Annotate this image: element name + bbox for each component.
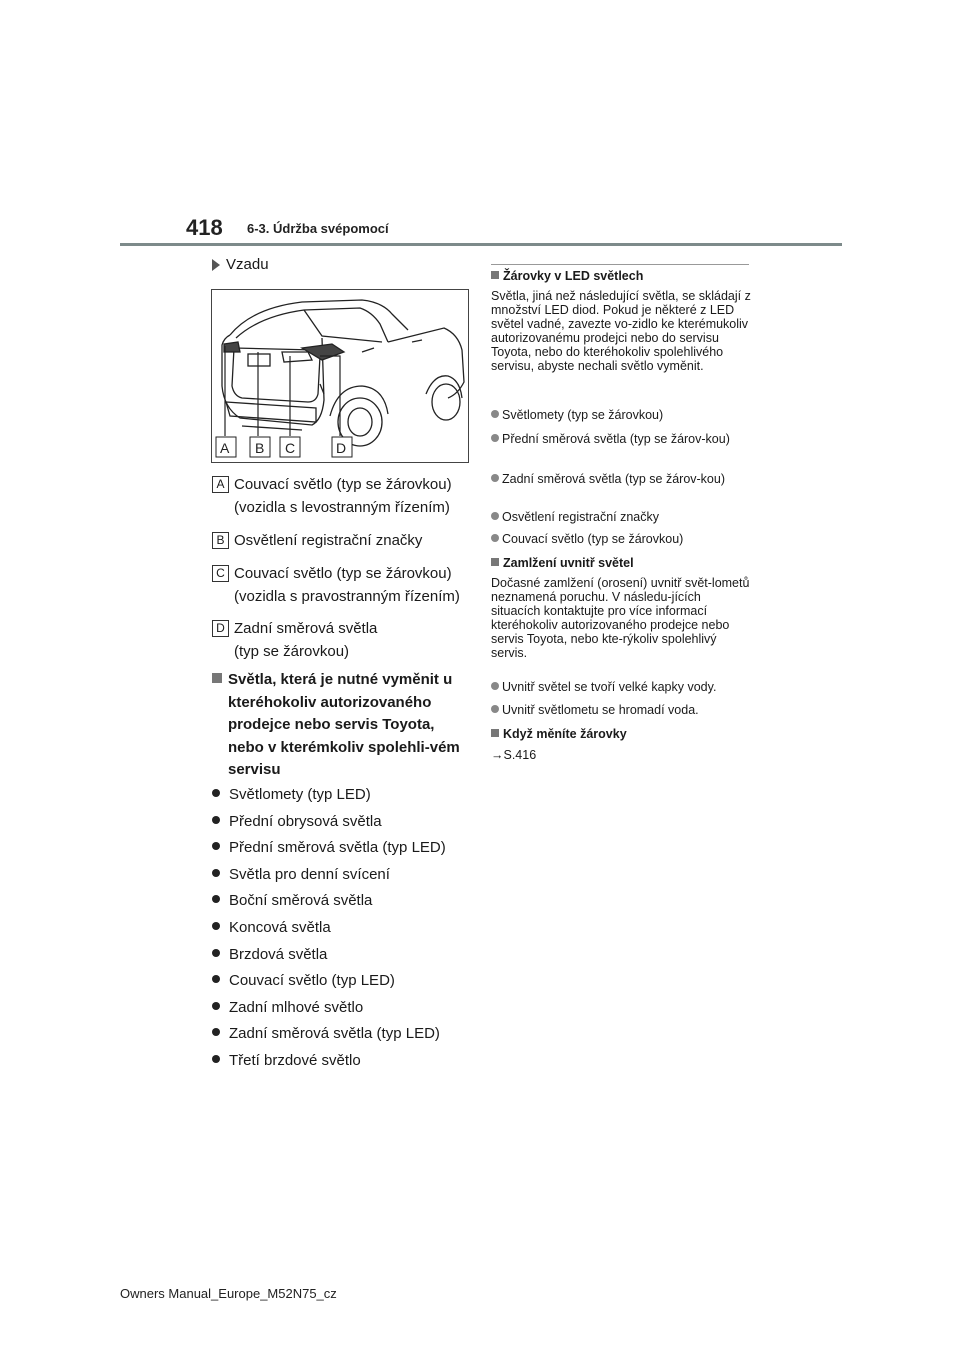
list-item: Světlomety (typ se žárovkou) <box>491 408 765 422</box>
figure-label-d: D <box>336 440 347 456</box>
page-reference-link[interactable]: →S.416 <box>491 748 537 762</box>
list-item: Přední směrová světla (typ se žárov-kou) <box>491 432 765 446</box>
bullet-icon <box>212 789 220 797</box>
figure-label-a: A <box>220 440 230 456</box>
callout-text: Zadní směrová světla <box>234 620 378 637</box>
section-title: 6-3. Údržba svépomocí <box>247 221 389 236</box>
callout-text: Couvací světlo (typ se žárovkou) <box>234 476 452 493</box>
header-rule <box>120 243 842 246</box>
callout-key: C <box>212 565 229 582</box>
led-lights-list <box>212 782 472 1075</box>
bullet-icon <box>212 869 220 877</box>
bullet-icon <box>491 474 499 482</box>
sec1-title: Žárovky v LED světlech <box>491 269 751 283</box>
figure-label-b: B <box>255 440 265 456</box>
square-bullet-icon <box>491 729 499 737</box>
sec2-title: Zamlžení uvnitř světel <box>491 556 751 570</box>
car-rear-drawing <box>212 290 468 462</box>
bullet-icon <box>491 705 499 713</box>
list-item: Couvací světlo (typ LED) <box>212 968 472 995</box>
list-item: Brzdová světla <box>212 942 472 969</box>
list-item: Přední směrová světla (typ LED) <box>212 835 472 862</box>
square-bullet-icon <box>491 558 499 566</box>
list-item: Zadní mlhové světlo <box>212 995 472 1022</box>
sec3-title: Když měníte žárovky <box>491 727 751 741</box>
callout-text-cont: (vozidla s levostranným řízením) <box>234 499 450 516</box>
bullet-icon <box>491 512 499 520</box>
list-item: Světlomety (typ LED) <box>212 782 472 809</box>
callout-key: A <box>212 476 229 493</box>
callout-c <box>212 562 472 608</box>
callout-text-cont: (vozidla s pravostranným řízením) <box>234 588 460 605</box>
list-item: Zadní směrová světla (typ se žárov-kou) <box>491 472 765 486</box>
callout-key: B <box>212 532 229 549</box>
list-item: Světla pro denní svícení <box>212 862 472 889</box>
list-item: Zadní směrová světla (typ LED) <box>212 1021 472 1048</box>
bullet-icon <box>212 949 220 957</box>
figure-label-c: C <box>285 440 296 456</box>
bullet-icon <box>491 434 499 442</box>
callout-b <box>212 529 472 552</box>
callout-text: Couvací světlo (typ se žárovkou) <box>234 565 452 582</box>
list-item: Koncová světla <box>212 915 472 942</box>
list-item: Boční směrová světla <box>212 888 472 915</box>
bullet-icon <box>212 1028 220 1036</box>
right-column-rule <box>491 264 749 265</box>
bullet-icon <box>491 682 499 690</box>
page-number: 418 <box>186 215 223 240</box>
led-section-heading <box>212 669 467 782</box>
triangle-bullet-icon <box>212 259 220 271</box>
list-item: Couvací světlo (typ se žárovkou) <box>491 532 765 546</box>
bullet-icon <box>212 922 220 930</box>
sec2-body: Dočasné zamlžení (orosení) uvnitř svět-lometů neznamená poruchu. V následu-jících situacích kontaktujte pro více informací kteréhokoliv autorizovaného prodejce nebo servis Toyota, nebo kte-rýkoliv spolehlivý servis. <box>491 576 750 660</box>
list-item: Třetí brzdové světlo <box>212 1048 472 1075</box>
bullet-icon <box>212 816 220 824</box>
bullet-icon <box>212 895 220 903</box>
list-item: Uvnitř světlometu se hromadí voda. <box>491 703 765 717</box>
list-item: Osvětlení registrační značky <box>491 510 765 524</box>
bullet-icon <box>212 1055 220 1063</box>
callout-d <box>212 617 472 663</box>
callout-text: Osvětlení registrační značky <box>234 532 423 549</box>
sec1-body: Světla, jiná než následující světla, se skládají z množství LED diod. Pokud je některé z LED světel vadné, zavezte vo-zidlo ke kterémukoliv autorizovanému prodejci nebo do servisu Toyota, nebo do kteréhokoliv spolehlivého servisu, abyste nechali světlo vyměnit. <box>491 289 751 373</box>
bullet-icon <box>491 410 499 418</box>
bullet-icon <box>212 975 220 983</box>
bullet-icon <box>212 1002 220 1010</box>
callout-text-cont: (typ se žárovkou) <box>234 643 350 660</box>
subheading <box>212 256 269 273</box>
list-item: Uvnitř světel se tvoří velké kapky vody. <box>491 680 765 694</box>
callout-a <box>212 473 472 519</box>
list-item: Přední obrysová světla <box>212 809 472 836</box>
subheading-text: Vzadu <box>226 256 269 273</box>
car-rear-illustration <box>211 289 469 463</box>
bullet-icon <box>491 534 499 542</box>
led-section-heading-text: Světla, která je nutné vyměnit u kteréhokoliv autorizovaného prodejce nebo servis Toyota, nebo v kterémkoliv spolehli-vém servisu <box>228 671 460 778</box>
footer-text: Owners Manual_Europe_M52N75_cz <box>120 1286 337 1301</box>
callout-key: D <box>212 620 229 637</box>
square-bullet-icon <box>491 271 499 279</box>
bullet-icon <box>212 842 220 850</box>
square-bullet-icon <box>212 673 222 683</box>
